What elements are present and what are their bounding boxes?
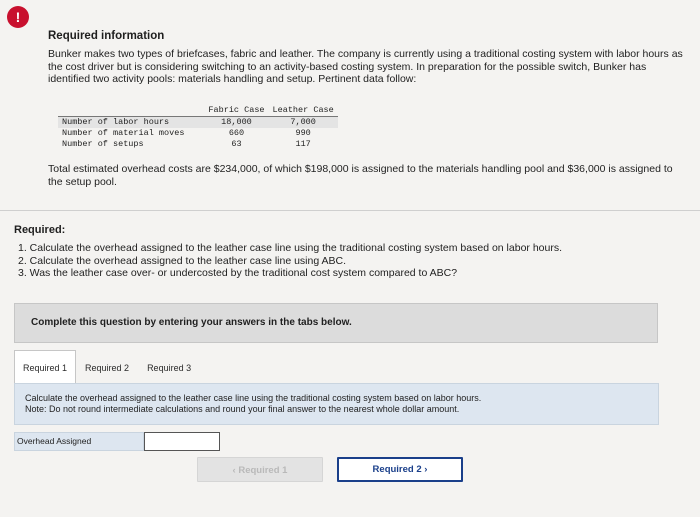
table-cell: Number of labor hours bbox=[58, 117, 204, 129]
table-cell: Number of material moves bbox=[62, 128, 185, 138]
table-cell: 990 bbox=[295, 128, 311, 138]
tab-instruction: Calculate the overhead assigned to the leather case line using the traditional costing system based on labor hours. bbox=[25, 393, 482, 403]
table-cell: Number of setups bbox=[62, 139, 144, 149]
required-heading: Required: bbox=[14, 224, 66, 236]
table-header: Fabric Case bbox=[204, 105, 268, 117]
tab-bar bbox=[14, 350, 200, 384]
table-cell: 660 bbox=[228, 128, 245, 138]
info-title: Required information bbox=[48, 30, 165, 42]
table-cell: 63 bbox=[231, 139, 242, 149]
instructions-text: Complete this question by entering your answers in the tabs below. bbox=[31, 317, 352, 328]
required-item: 2. Calculate the overhead assigned to the leather case line using ABC. bbox=[18, 254, 347, 267]
table-row bbox=[58, 139, 338, 150]
overhead-text: Total estimated overhead costs are $234,000, of which $198,000 is assigned to the materials handling pool and $36,000 is assigned to the setup pool. bbox=[48, 163, 673, 188]
tab-required-2[interactable]: Required 2 bbox=[85, 363, 130, 373]
answer-label: Overhead Assigned bbox=[14, 432, 144, 451]
required-item: 1. Calculate the overhead assigned to the leather case line using the traditional costing system based on labor hours. bbox=[18, 242, 563, 254]
table-header: Leather Case bbox=[269, 105, 338, 117]
tab-note: Note: Do not round intermediate calculations and round your final answer to the nearest whole dollar amount. bbox=[25, 404, 460, 414]
table-cell: 18,000 bbox=[204, 117, 268, 129]
tab-required-1[interactable]: Required 1 bbox=[14, 350, 76, 384]
tab-panel bbox=[14, 383, 659, 425]
tab-required-3[interactable]: Required 3 bbox=[147, 363, 192, 373]
data-table bbox=[58, 105, 338, 150]
overhead-assigned-input[interactable] bbox=[144, 432, 220, 451]
next-button[interactable]: Required 2 › bbox=[337, 457, 463, 482]
required-section bbox=[14, 224, 694, 280]
required-information bbox=[48, 30, 688, 86]
alert-icon: ! bbox=[7, 6, 29, 28]
table-cell: 7,000 bbox=[269, 117, 338, 129]
table-cell: 117 bbox=[295, 139, 311, 149]
required-item: 3. Was the leather case over- or undercosted by the traditional cost system compared to ABC? bbox=[18, 267, 458, 279]
previous-button[interactable]: ‹ Required 1 bbox=[197, 457, 323, 482]
table-row bbox=[58, 117, 338, 129]
divider bbox=[0, 210, 700, 211]
instructions-bar bbox=[14, 303, 658, 343]
table-row bbox=[58, 128, 338, 139]
table-header bbox=[58, 105, 204, 117]
info-body: Bunker makes two types of briefcases, fabric and leather. The company is currently using a traditional costing system with labor hours as the cost driver but is considering switching to an activity-based costing system. In preparation for the possible switch, Bunker has identified two activity pools: materials handling and setup. Pertinent data follow: bbox=[48, 48, 683, 85]
